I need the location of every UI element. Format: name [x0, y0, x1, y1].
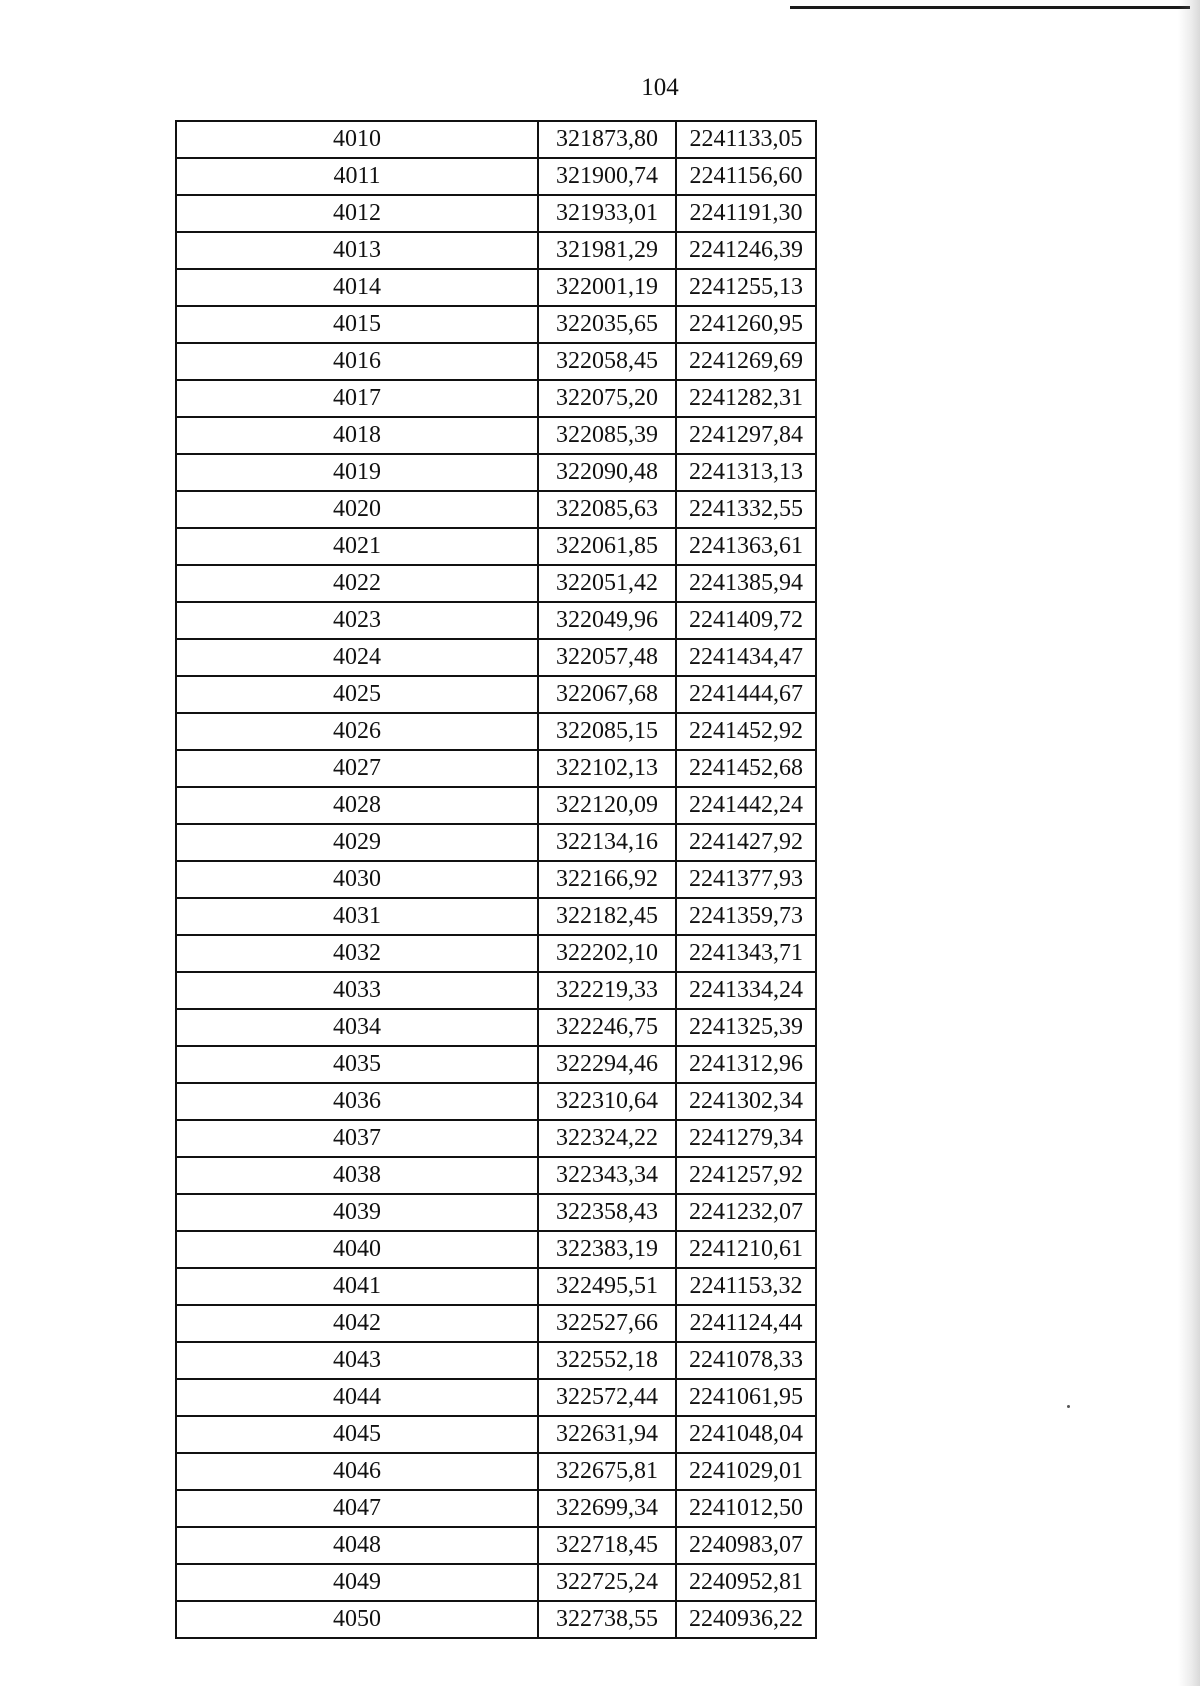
y-coordinate-cell: 2241444,67 [676, 676, 816, 713]
y-coordinate-cell: 2241313,13 [676, 454, 816, 491]
point-number-cell: 4025 [176, 676, 538, 713]
y-coordinate-cell: 2241385,94 [676, 565, 816, 602]
y-coordinate-cell: 2241260,95 [676, 306, 816, 343]
x-coordinate-cell: 322294,46 [538, 1046, 676, 1083]
x-coordinate-cell: 322699,34 [538, 1490, 676, 1527]
x-coordinate-cell: 322001,19 [538, 269, 676, 306]
x-coordinate-cell: 322572,44 [538, 1379, 676, 1416]
point-number-cell: 4022 [176, 565, 538, 602]
point-number-cell: 4017 [176, 380, 538, 417]
point-number-cell: 4050 [176, 1601, 538, 1638]
table-row [176, 306, 816, 343]
point-number-cell: 4038 [176, 1157, 538, 1194]
coordinates-table [175, 120, 817, 1639]
x-coordinate-cell: 322527,66 [538, 1305, 676, 1342]
y-coordinate-cell: 2241363,61 [676, 528, 816, 565]
x-coordinate-cell: 322718,45 [538, 1527, 676, 1564]
table-row [176, 861, 816, 898]
table-row [176, 269, 816, 306]
page-number: 104 [641, 74, 679, 101]
table-row [176, 1157, 816, 1194]
table-row [176, 491, 816, 528]
table-row [176, 1601, 816, 1638]
point-number-cell: 4046 [176, 1453, 538, 1490]
x-coordinate-cell: 322358,43 [538, 1194, 676, 1231]
x-coordinate-cell: 322057,48 [538, 639, 676, 676]
y-coordinate-cell: 2241409,72 [676, 602, 816, 639]
x-coordinate-cell: 321900,74 [538, 158, 676, 195]
point-number-cell: 4023 [176, 602, 538, 639]
table-row [176, 1416, 816, 1453]
x-coordinate-cell: 322102,13 [538, 750, 676, 787]
point-number-cell: 4018 [176, 417, 538, 454]
point-number-cell: 4027 [176, 750, 538, 787]
point-number-cell: 4012 [176, 195, 538, 232]
point-number-cell: 4048 [176, 1527, 538, 1564]
point-number-cell: 4028 [176, 787, 538, 824]
y-coordinate-cell: 2241078,33 [676, 1342, 816, 1379]
point-number-cell: 4045 [176, 1416, 538, 1453]
table-row [176, 417, 816, 454]
table-row [176, 639, 816, 676]
y-coordinate-cell: 2241343,71 [676, 935, 816, 972]
y-coordinate-cell: 2241156,60 [676, 158, 816, 195]
table-row [176, 824, 816, 861]
table-row [176, 1268, 816, 1305]
y-coordinate-cell: 2241452,68 [676, 750, 816, 787]
point-number-cell: 4011 [176, 158, 538, 195]
x-coordinate-cell: 322383,19 [538, 1231, 676, 1268]
point-number-cell: 4026 [176, 713, 538, 750]
table-row [176, 454, 816, 491]
y-coordinate-cell: 2241255,13 [676, 269, 816, 306]
point-number-cell: 4039 [176, 1194, 538, 1231]
y-coordinate-cell: 2241279,34 [676, 1120, 816, 1157]
table-row [176, 750, 816, 787]
table-row [176, 1379, 816, 1416]
point-number-cell: 4037 [176, 1120, 538, 1157]
x-coordinate-cell: 322061,85 [538, 528, 676, 565]
x-coordinate-cell: 322202,10 [538, 935, 676, 972]
y-coordinate-cell: 2241029,01 [676, 1453, 816, 1490]
table-row [176, 158, 816, 195]
table-row [176, 343, 816, 380]
table-row [176, 565, 816, 602]
y-coordinate-cell: 2241297,84 [676, 417, 816, 454]
x-coordinate-cell: 322058,45 [538, 343, 676, 380]
x-coordinate-cell: 322552,18 [538, 1342, 676, 1379]
scan-artifact-line [790, 6, 1190, 9]
x-coordinate-cell: 322085,39 [538, 417, 676, 454]
table-row [176, 1231, 816, 1268]
table-row [176, 898, 816, 935]
point-number-cell: 4029 [176, 824, 538, 861]
table-row [176, 602, 816, 639]
y-coordinate-cell: 2241332,55 [676, 491, 816, 528]
x-coordinate-cell: 322085,15 [538, 713, 676, 750]
x-coordinate-cell: 322134,16 [538, 824, 676, 861]
y-coordinate-cell: 2241334,24 [676, 972, 816, 1009]
point-number-cell: 4020 [176, 491, 538, 528]
x-coordinate-cell: 322035,65 [538, 306, 676, 343]
table-row [176, 1120, 816, 1157]
x-coordinate-cell: 322495,51 [538, 1268, 676, 1305]
table-row [176, 1527, 816, 1564]
y-coordinate-cell: 2241133,05 [676, 121, 816, 158]
y-coordinate-cell: 2241452,92 [676, 713, 816, 750]
x-coordinate-cell: 322343,34 [538, 1157, 676, 1194]
coordinates-table-body [176, 121, 816, 1638]
point-number-cell: 4033 [176, 972, 538, 1009]
table-row [176, 1564, 816, 1601]
table-row [176, 121, 816, 158]
x-coordinate-cell: 322324,22 [538, 1120, 676, 1157]
point-number-cell: 4031 [176, 898, 538, 935]
y-coordinate-cell: 2241434,47 [676, 639, 816, 676]
x-coordinate-cell: 322310,64 [538, 1083, 676, 1120]
point-number-cell: 4034 [176, 1009, 538, 1046]
point-number-cell: 4049 [176, 1564, 538, 1601]
x-coordinate-cell: 322090,48 [538, 454, 676, 491]
point-number-cell: 4024 [176, 639, 538, 676]
x-coordinate-cell: 322725,24 [538, 1564, 676, 1601]
point-number-cell: 4021 [176, 528, 538, 565]
table-row [176, 528, 816, 565]
point-number-cell: 4040 [176, 1231, 538, 1268]
point-number-cell: 4032 [176, 935, 538, 972]
x-coordinate-cell: 322631,94 [538, 1416, 676, 1453]
table-row [176, 787, 816, 824]
y-coordinate-cell: 2241246,39 [676, 232, 816, 269]
point-number-cell: 4047 [176, 1490, 538, 1527]
y-coordinate-cell: 2241325,39 [676, 1009, 816, 1046]
y-coordinate-cell: 2240936,22 [676, 1601, 816, 1638]
point-number-cell: 4044 [176, 1379, 538, 1416]
table-row [176, 1453, 816, 1490]
y-coordinate-cell: 2241061,95 [676, 1379, 816, 1416]
point-number-cell: 4015 [176, 306, 538, 343]
x-coordinate-cell: 322182,45 [538, 898, 676, 935]
table-row [176, 1009, 816, 1046]
y-coordinate-cell: 2241302,34 [676, 1083, 816, 1120]
point-number-cell: 4035 [176, 1046, 538, 1083]
y-coordinate-cell: 2241124,44 [676, 1305, 816, 1342]
y-coordinate-cell: 2241442,24 [676, 787, 816, 824]
y-coordinate-cell: 2241312,96 [676, 1046, 816, 1083]
point-number-cell: 4013 [176, 232, 538, 269]
y-coordinate-cell: 2240952,81 [676, 1564, 816, 1601]
y-coordinate-cell: 2241232,07 [676, 1194, 816, 1231]
y-coordinate-cell: 2241359,73 [676, 898, 816, 935]
y-coordinate-cell: 2241210,61 [676, 1231, 816, 1268]
x-coordinate-cell: 322067,68 [538, 676, 676, 713]
x-coordinate-cell: 322120,09 [538, 787, 676, 824]
x-coordinate-cell: 322075,20 [538, 380, 676, 417]
point-number-cell: 4041 [176, 1268, 538, 1305]
table-row [176, 713, 816, 750]
table-row [176, 1194, 816, 1231]
x-coordinate-cell: 321933,01 [538, 195, 676, 232]
point-number-cell: 4042 [176, 1305, 538, 1342]
x-coordinate-cell: 321873,80 [538, 121, 676, 158]
point-number-cell: 4014 [176, 269, 538, 306]
point-number-cell: 4030 [176, 861, 538, 898]
x-coordinate-cell: 322051,42 [538, 565, 676, 602]
point-number-cell: 4016 [176, 343, 538, 380]
point-number-cell: 4043 [176, 1342, 538, 1379]
y-coordinate-cell: 2241153,32 [676, 1268, 816, 1305]
x-coordinate-cell: 322049,96 [538, 602, 676, 639]
y-coordinate-cell: 2240983,07 [676, 1527, 816, 1564]
y-coordinate-cell: 2241269,69 [676, 343, 816, 380]
table-row [176, 1490, 816, 1527]
y-coordinate-cell: 2241377,93 [676, 861, 816, 898]
y-coordinate-cell: 2241048,04 [676, 1416, 816, 1453]
x-coordinate-cell: 322166,92 [538, 861, 676, 898]
point-number-cell: 4036 [176, 1083, 538, 1120]
y-coordinate-cell: 2241257,92 [676, 1157, 816, 1194]
table-row [176, 195, 816, 232]
table-row [176, 1305, 816, 1342]
scan-edge-shadow [1178, 0, 1200, 1686]
x-coordinate-cell: 321981,29 [538, 232, 676, 269]
x-coordinate-cell: 322085,63 [538, 491, 676, 528]
x-coordinate-cell: 322675,81 [538, 1453, 676, 1490]
y-coordinate-cell: 2241012,50 [676, 1490, 816, 1527]
table-row [176, 676, 816, 713]
x-coordinate-cell: 322219,33 [538, 972, 676, 1009]
point-number-cell: 4010 [176, 121, 538, 158]
x-coordinate-cell: 322738,55 [538, 1601, 676, 1638]
y-coordinate-cell: 2241427,92 [676, 824, 816, 861]
table-row [176, 972, 816, 1009]
table-row [176, 1083, 816, 1120]
y-coordinate-cell: 2241282,31 [676, 380, 816, 417]
table-row [176, 380, 816, 417]
table-row [176, 232, 816, 269]
scan-speck [1067, 1405, 1070, 1408]
point-number-cell: 4019 [176, 454, 538, 491]
table-row [176, 935, 816, 972]
y-coordinate-cell: 2241191,30 [676, 195, 816, 232]
table-row [176, 1342, 816, 1379]
x-coordinate-cell: 322246,75 [538, 1009, 676, 1046]
table-row [176, 1046, 816, 1083]
